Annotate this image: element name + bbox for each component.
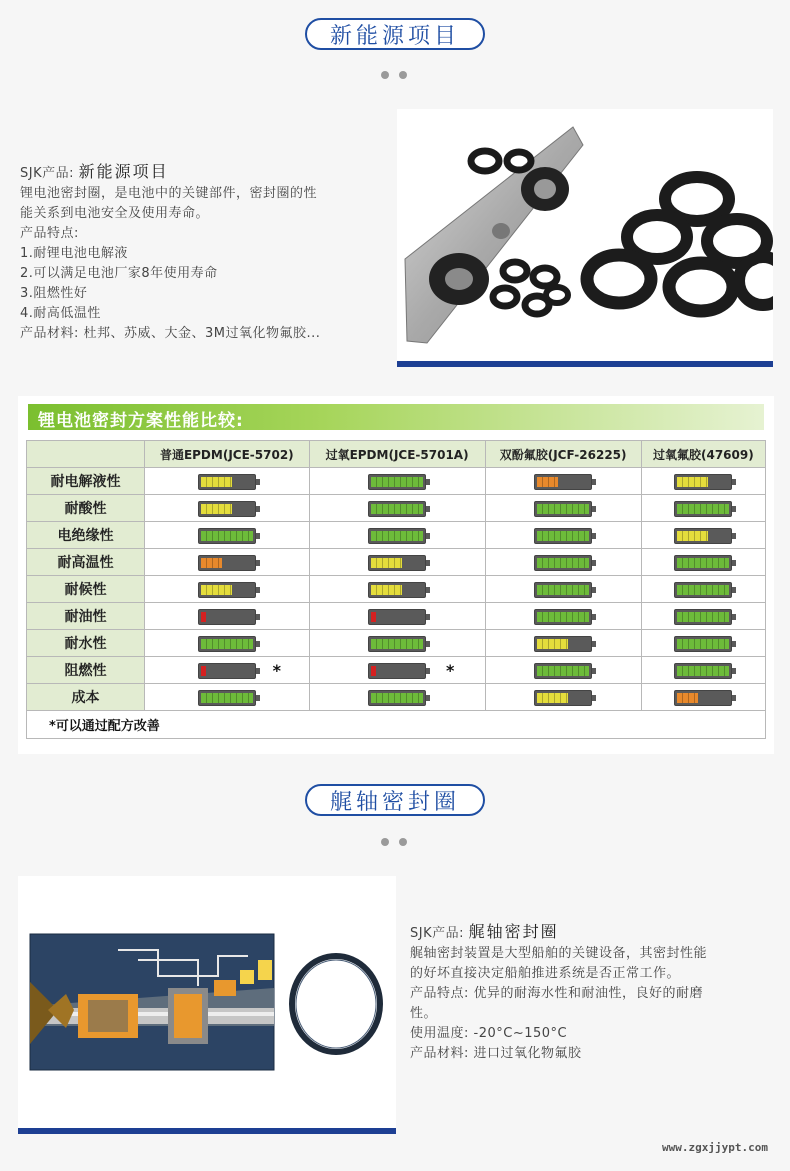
table-corner — [27, 441, 145, 468]
battery-level — [537, 693, 568, 703]
battery-level — [371, 504, 423, 514]
description-line: 2.可以满足电池厂家8年使用寿命 — [20, 266, 218, 281]
battery-icon — [674, 501, 732, 517]
battery-level — [371, 585, 402, 595]
battery-icon — [674, 609, 732, 625]
battery-level — [537, 666, 589, 676]
battery-icon — [534, 690, 592, 706]
battery-icon — [534, 582, 592, 598]
rating-cell — [145, 576, 310, 603]
table-row — [27, 522, 766, 549]
battery-icon — [198, 501, 256, 517]
rating-cell — [641, 684, 765, 711]
description-line: 3.阻燃性好 — [20, 286, 88, 301]
battery-level — [677, 693, 698, 703]
battery-level — [677, 504, 729, 514]
row-label: 耐酸性 — [27, 495, 145, 522]
battery-icon — [534, 555, 592, 571]
rating-cell — [485, 522, 641, 549]
footnote-mark: * — [446, 661, 455, 680]
rating-cell — [145, 603, 310, 630]
rating-cell — [145, 657, 310, 684]
battery-icon — [198, 582, 256, 598]
footer-url: www.zgxjjypt.com — [662, 1141, 768, 1154]
battery-icon — [534, 501, 592, 517]
rating-cell — [485, 603, 641, 630]
battery-icon — [368, 528, 426, 544]
table-row — [27, 495, 766, 522]
column-header: 双酚氟胶(JCF-26225) — [485, 441, 641, 468]
battery-level — [537, 504, 589, 514]
new-energy-description: SJK产品: 新能源项目 锂电池密封圈，是电池中的关键部件，密封圈的性 能关系到电池安全及使用寿命。 产品特点: 1.耐锂电池电解液 2.可以满足电池厂家8年使用寿命 3.阻燃性好 4.耐高低温性 产品材料: 杜邦、苏威、大金、3M过氧化物氟胶... — [20, 162, 390, 344]
rating-cell — [641, 576, 765, 603]
table-row — [27, 549, 766, 576]
battery-level — [371, 558, 402, 568]
rating-cell — [309, 495, 485, 522]
rating-cell — [485, 630, 641, 657]
battery-level — [537, 531, 589, 541]
description-line: 4.耐高低温性 — [20, 306, 101, 321]
comparison-banner: 锂电池密封方案性能比较: — [28, 404, 764, 430]
row-label: 耐水性 — [27, 630, 145, 657]
battery-level — [201, 693, 253, 703]
rating-cell — [145, 630, 310, 657]
battery-level — [677, 639, 729, 649]
battery-level — [677, 666, 729, 676]
battery-level — [677, 585, 729, 595]
battery-icon — [368, 609, 426, 625]
battery-level — [537, 612, 589, 622]
battery-level — [201, 558, 222, 568]
description-line: 艉轴密封装置是大型船舶的关键设备，其密封性能 — [410, 946, 708, 961]
row-label: 耐油性 — [27, 603, 145, 630]
battery-level — [371, 639, 423, 649]
rating-cell — [485, 684, 641, 711]
battery-level — [201, 477, 232, 487]
rating-cell — [309, 657, 485, 684]
rating-cell — [309, 468, 485, 495]
battery-icon — [198, 636, 256, 652]
battery-icon — [368, 555, 426, 571]
battery-level — [537, 558, 589, 568]
battery-icon — [198, 609, 256, 625]
row-label: 成本 — [27, 684, 145, 711]
description-line: 产品材料: 进口过氧化物氟胶 — [410, 1046, 582, 1061]
battery-icon — [198, 555, 256, 571]
description-line: 锂电池密封圈，是电池中的关键部件，密封圈的性 — [20, 186, 318, 201]
table-row — [27, 603, 766, 630]
battery-icon — [368, 474, 426, 490]
description-line: 使用温度: -20°C~150°C — [410, 1026, 568, 1041]
rating-cell — [485, 657, 641, 684]
sealing-rings-photo — [397, 109, 773, 361]
battery-level — [371, 666, 376, 676]
description-line: 性。 — [410, 1006, 438, 1021]
rating-cell — [309, 522, 485, 549]
rating-cell — [145, 468, 310, 495]
battery-level — [677, 558, 729, 568]
battery-icon — [674, 528, 732, 544]
row-label: 耐高温性 — [27, 549, 145, 576]
rating-cell — [309, 630, 485, 657]
column-header: 普通EPDM(JCE-5702) — [145, 441, 310, 468]
section-title-stern-shaft: 艉轴密封圈 — [305, 784, 485, 816]
battery-level — [677, 612, 729, 622]
battery-icon — [368, 663, 426, 679]
battery-icon — [674, 636, 732, 652]
battery-icon — [198, 474, 256, 490]
battery-icon — [534, 663, 592, 679]
comparison-table — [26, 440, 766, 739]
section-title-new-energy: 新能源项目 — [305, 18, 485, 50]
rating-cell — [485, 576, 641, 603]
description-line: 产品材料: 杜邦、苏威、大金、3M过氧化物氟胶... — [20, 326, 321, 341]
row-label: 阻燃性 — [27, 657, 145, 684]
battery-seal-comparison — [18, 396, 774, 754]
battery-icon — [368, 582, 426, 598]
battery-icon — [674, 690, 732, 706]
rating-cell — [641, 603, 765, 630]
rating-cell — [309, 576, 485, 603]
battery-icon — [534, 636, 592, 652]
battery-icon — [534, 528, 592, 544]
battery-level — [201, 639, 253, 649]
divider-dots — [381, 71, 407, 79]
battery-level — [201, 612, 206, 622]
photo-accent-bar — [18, 1128, 396, 1134]
battery-level — [201, 504, 232, 514]
column-header: 过氧EPDM(JCE-5701A) — [309, 441, 485, 468]
battery-icon — [368, 690, 426, 706]
battery-icon — [198, 663, 256, 679]
battery-icon — [198, 690, 256, 706]
battery-level — [201, 531, 253, 541]
rating-cell — [485, 549, 641, 576]
rating-cell — [145, 684, 310, 711]
table-row — [27, 630, 766, 657]
rating-cell — [309, 549, 485, 576]
rating-cell — [145, 522, 310, 549]
battery-level — [677, 531, 708, 541]
battery-level — [537, 585, 589, 595]
rating-cell — [641, 630, 765, 657]
battery-level — [371, 693, 423, 703]
battery-icon — [368, 636, 426, 652]
rating-cell — [641, 495, 765, 522]
rating-cell — [485, 495, 641, 522]
description-line: 产品特点: — [20, 226, 79, 241]
battery-icon — [534, 609, 592, 625]
description-line: 1.耐锂电池电解液 — [20, 246, 128, 261]
rating-cell — [485, 468, 641, 495]
rating-cell — [145, 495, 310, 522]
rating-cell — [309, 603, 485, 630]
table-row — [27, 684, 766, 711]
battery-level — [677, 477, 708, 487]
row-label: 电绝缘性 — [27, 522, 145, 549]
battery-icon — [674, 474, 732, 490]
battery-level — [201, 666, 206, 676]
battery-level — [371, 612, 376, 622]
stern-shaft-description: SJK产品: 艉轴密封圈 艉轴密封装置是大型船舶的关键设备，其密封性能 的好坏直接决定船舶推进系统是否正常工作。 产品特点: 优异的耐海水性和耐油性，良好的耐磨 性。 使用温度: -20°C~150°C 产品材料: 进口过氧化物氟胶 — [410, 922, 780, 1064]
battery-level — [371, 477, 423, 487]
row-label: 耐候性 — [27, 576, 145, 603]
battery-icon — [198, 528, 256, 544]
table-row — [27, 468, 766, 495]
rating-cell — [309, 684, 485, 711]
divider-dots — [381, 838, 407, 846]
description-line: 产品特点: 优异的耐海水性和耐油性，良好的耐磨 — [410, 986, 704, 1001]
rating-cell — [641, 549, 765, 576]
rating-cell — [145, 549, 310, 576]
table-row — [27, 576, 766, 603]
table-row — [27, 657, 766, 684]
battery-level — [537, 477, 558, 487]
table-footnote: *可以通过配方改善 — [27, 711, 766, 739]
battery-icon — [368, 501, 426, 517]
stern-shaft-photo — [18, 876, 396, 1128]
row-label: 耐电解液性 — [27, 468, 145, 495]
footnote-mark: * — [272, 661, 281, 680]
battery-icon — [674, 663, 732, 679]
photo-accent-bar — [397, 361, 773, 367]
description-line: 能关系到电池安全及使用寿命。 — [20, 206, 210, 221]
battery-level — [371, 531, 423, 541]
battery-level — [201, 585, 232, 595]
rating-cell — [641, 657, 765, 684]
column-header: 过氧氟胶(47609) — [641, 441, 765, 468]
battery-icon — [534, 474, 592, 490]
rating-cell — [641, 522, 765, 549]
battery-level — [537, 639, 568, 649]
description-line: 的好坏直接决定船舶推进系统是否正常工作。 — [410, 966, 681, 981]
rating-cell — [641, 468, 765, 495]
battery-icon — [674, 555, 732, 571]
battery-icon — [674, 582, 732, 598]
